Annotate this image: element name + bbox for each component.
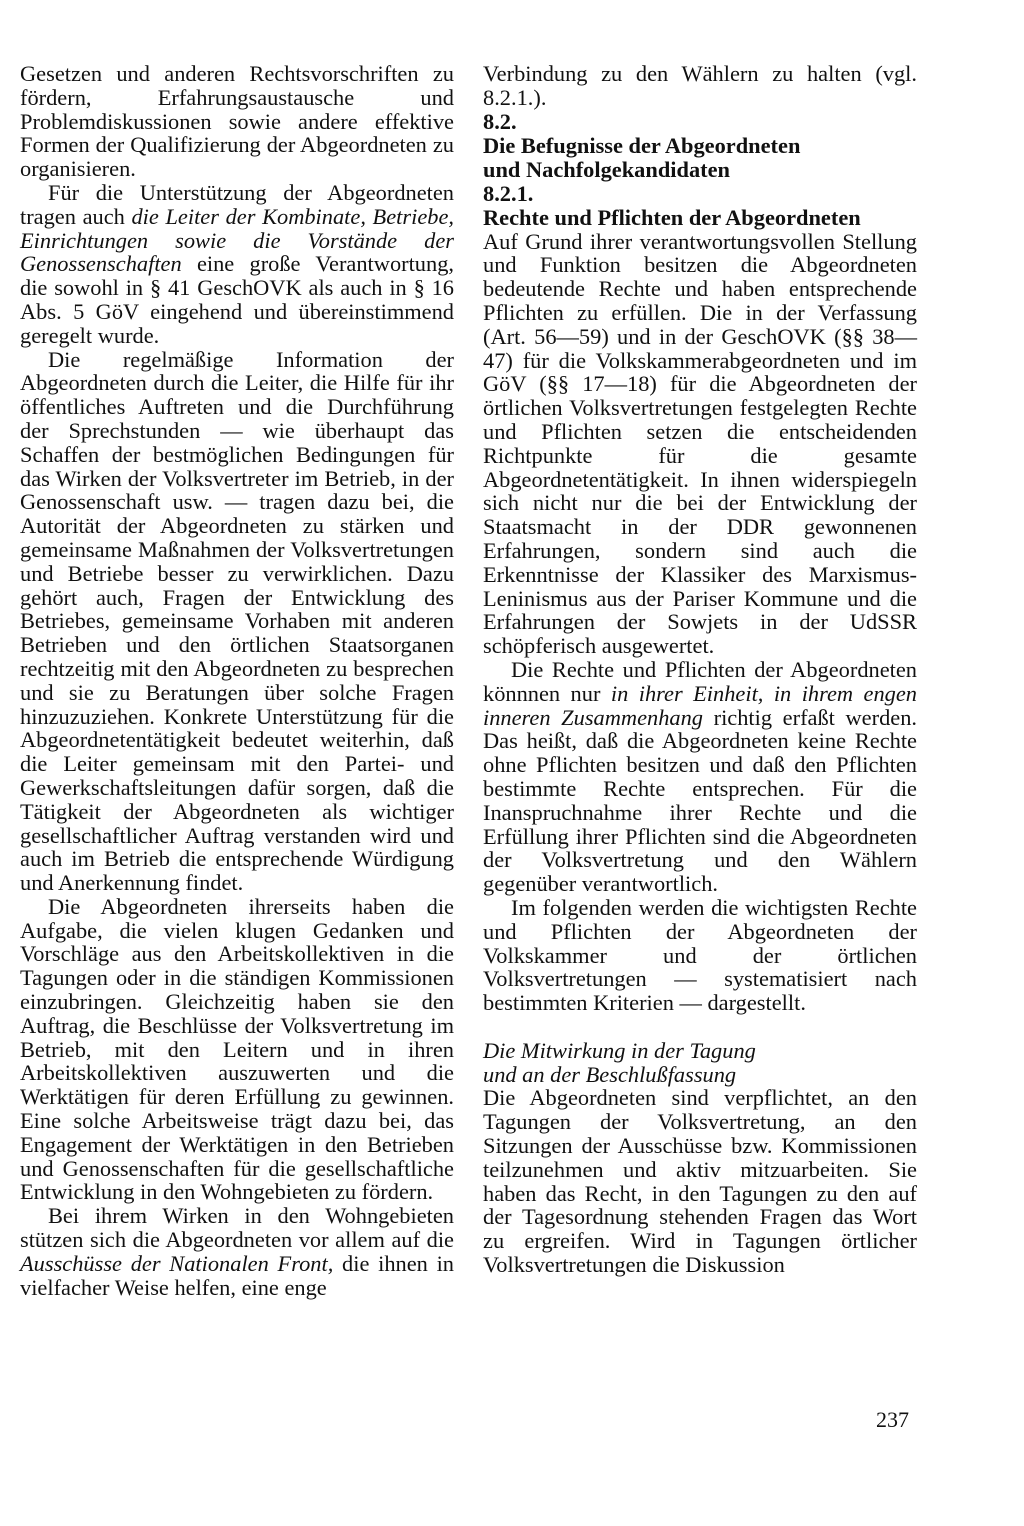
paragraph <box>483 658 917 896</box>
section-title-line: Die Befugnisse der Abgeordneten <box>483 132 801 158</box>
paragraph: Verbindung zu den Wählern zu halten (vgl. 8.2.1.). <box>483 61 917 110</box>
emphasis-text: Ausschüsse der Nationalen Front, <box>20 1250 334 1276</box>
italic-heading-line: Die Mitwirkung in der Tagung <box>483 1037 756 1063</box>
paragraph: Gesetzen und anderen Rechtsvorschriften zu fördern, Erfahrungsaustausche und Problemdiskussionen sowie andere effektive Formen der Qualifizierung der Abgeordneten zu organisieren. <box>20 61 454 182</box>
italic-heading-line: und an der Beschlußfassung <box>483 1061 737 1087</box>
paragraph: Die Abgeordneten sind verpflichtet, an den Tagungen der Volksvertretung, an den Sitzungen der Ausschüsse bzw. Kommissionen teilzunehmen und aktiv mitzuarbeiten. Sie haben das Recht, in den Tagungen zu den auf der Tagesordnung stehenden Fragen das Wort zu ergreifen. Wird in Tagungen örtlicher Volksvertretungen die Diskussion <box>483 1085 917 1278</box>
text-run: Für die Unterstützung der Abgeordneten tragen auch <box>20 179 454 229</box>
emphasis-text: in ihrer Einheit, in ihrem engen inneren Zusammenhang <box>483 680 918 730</box>
subsection-number: 8.2.1. <box>483 180 534 206</box>
text-run: eine große Verantwortung, die sowohl in § 41 GeschOVK als auch in § 16 Abs. 5 GöV eingehend und übereinstimmend geregelt wurde. <box>20 251 454 348</box>
paragraph <box>20 1204 454 1299</box>
paragraph: Die Abgeordneten ihrerseits haben die Aufgabe, die vielen klugen Gedanken und Vorschläge aus den Arbeitskollektiven in die Tagungen oder in die ständigen Kommissionen einzubringen. Gleichzeitig haben sie den Auftrag, die Beschlüsse der Volksvertretung im Betrieb, mit den Leitern und in ihren Arbeitskollektiven auszuwerten und die Werktätigen für deren Erfüllung zu gewinnen. Eine solche Arbeitsweise trägt dazu bei, das Engagement der Werktätigen in den Betrieben und Genossenschaften für die gesellschaftliche Entwicklung in den Wohngebieten zu fördern. <box>20 893 454 1205</box>
section-title-line: und Nachfolgekandidaten <box>483 156 730 182</box>
left-column <box>20 62 454 1299</box>
emphasis-text: die Leiter der Kombinate, Betriebe, Einrichtungen sowie die Vorstände der Genossenschaften <box>20 203 454 277</box>
page-number: 237 <box>876 1407 909 1432</box>
text-run: die ihnen in vielfacher Weise helfen, eine enge <box>20 1250 454 1300</box>
paragraph: Im folgenden werden die wichtigsten Rechte und Pflichten der Abgeordneten der Volkskammer und der örtlichen Volksvertretungen — systematisiert nach bestimmten Kriterien — dargestellt. <box>483 894 917 1016</box>
text-run: Bei ihrem Wirken in den Wohngebieten stützen sich die Abgeordneten vor allem auf die <box>20 1203 454 1253</box>
right-column <box>483 62 917 1277</box>
subsection-title: Rechte und Pflichten der Abgeordneten <box>483 204 861 230</box>
text-run: Die Rechte und Pflichten der Abgeordneten könnnen nur <box>483 656 917 706</box>
text-run: richtig erfaßt werden. Das heißt, daß die Abgeordneten keine Rechte ohne Pflichten besitzen und daß den Pflichten bestimmte Rechte entsprechen. Für die Inanspruchnahme ihrer Rechte und die Erfüllung ihrer Pflichten sind die Abgeordneten der Volksvertretung und den Wählern gegenüber verantwortlich. <box>483 704 917 897</box>
paragraph: Auf Grund ihrer verantwortungsvollen Stellung und Funktion besitzen die Abgeordneten bedeutende Rechte und haben entsprechende Pflichten zu erfüllen. Die in der Verfassung (Art. 56—59) und in der GeschOVK (§§ 38—47) für die Volkskammerabgeordneten und im GöV (§§ 17—18) für die Abgeordneten der örtlichen Volksvertretungen festgelegten Rechte und Pflichten setzen die entscheidenden Richtpunkte für die gesamte Abgeordnetentätigkeit. In ihnen widerspiegeln sich nicht nur die bei der Entwicklung der Staatsmacht in der DDR gewonnenen Erfahrungen, sondern sind auch die Erkenntnisse der Klassiker des Marxismus-Leninismus aus der Pariser Kommune und die Erfahrungen der Sowjets in der UdSSR schöpferisch ausgewertet. <box>483 228 917 659</box>
paragraph: Die regelmäßige Information der Abgeordneten durch die Leiter, die Hilfe für ihr öffentliches Auftreten und die Durchführung der Sprechstunden — wie überhaupt das Schaffen der bestmöglichen Bedingungen für das Wirken der Volksvertreter im Betrieb, in der Genossenschaft usw. — tragen dazu bei, die Autorität der Abgeordneten zu stärken und gemeinsame Maßnahmen der Volksvertretungen und Betriebe besser zu verwirklichen. Dazu gehört auch, Fragen der Entwicklung des Betriebes, gemeinsame Vorhaben mit anderen Betrieben und den örtlichen Staatsorganen rechtzeitig mit den Abgeordneten zu besprechen und sie zu Beratungen über solche Fragen hinzuzuziehen. Konkrete Unterstützung für die Abgeordnetentätigkeit bedeutet weiterhin, daß die Leiter gemeinsam mit den Partei- und Gewerkschaftsleitungen dafür sorgen, daß die Tätigkeit der Abgeordneten als wichtiger gesellschaftlicher Auftrag verstanden wird und auch im Betrieb die entsprechende Würdigung und Anerkennung findet. <box>20 346 454 896</box>
paragraph <box>20 181 454 348</box>
section-number: 8.2. <box>483 108 517 134</box>
